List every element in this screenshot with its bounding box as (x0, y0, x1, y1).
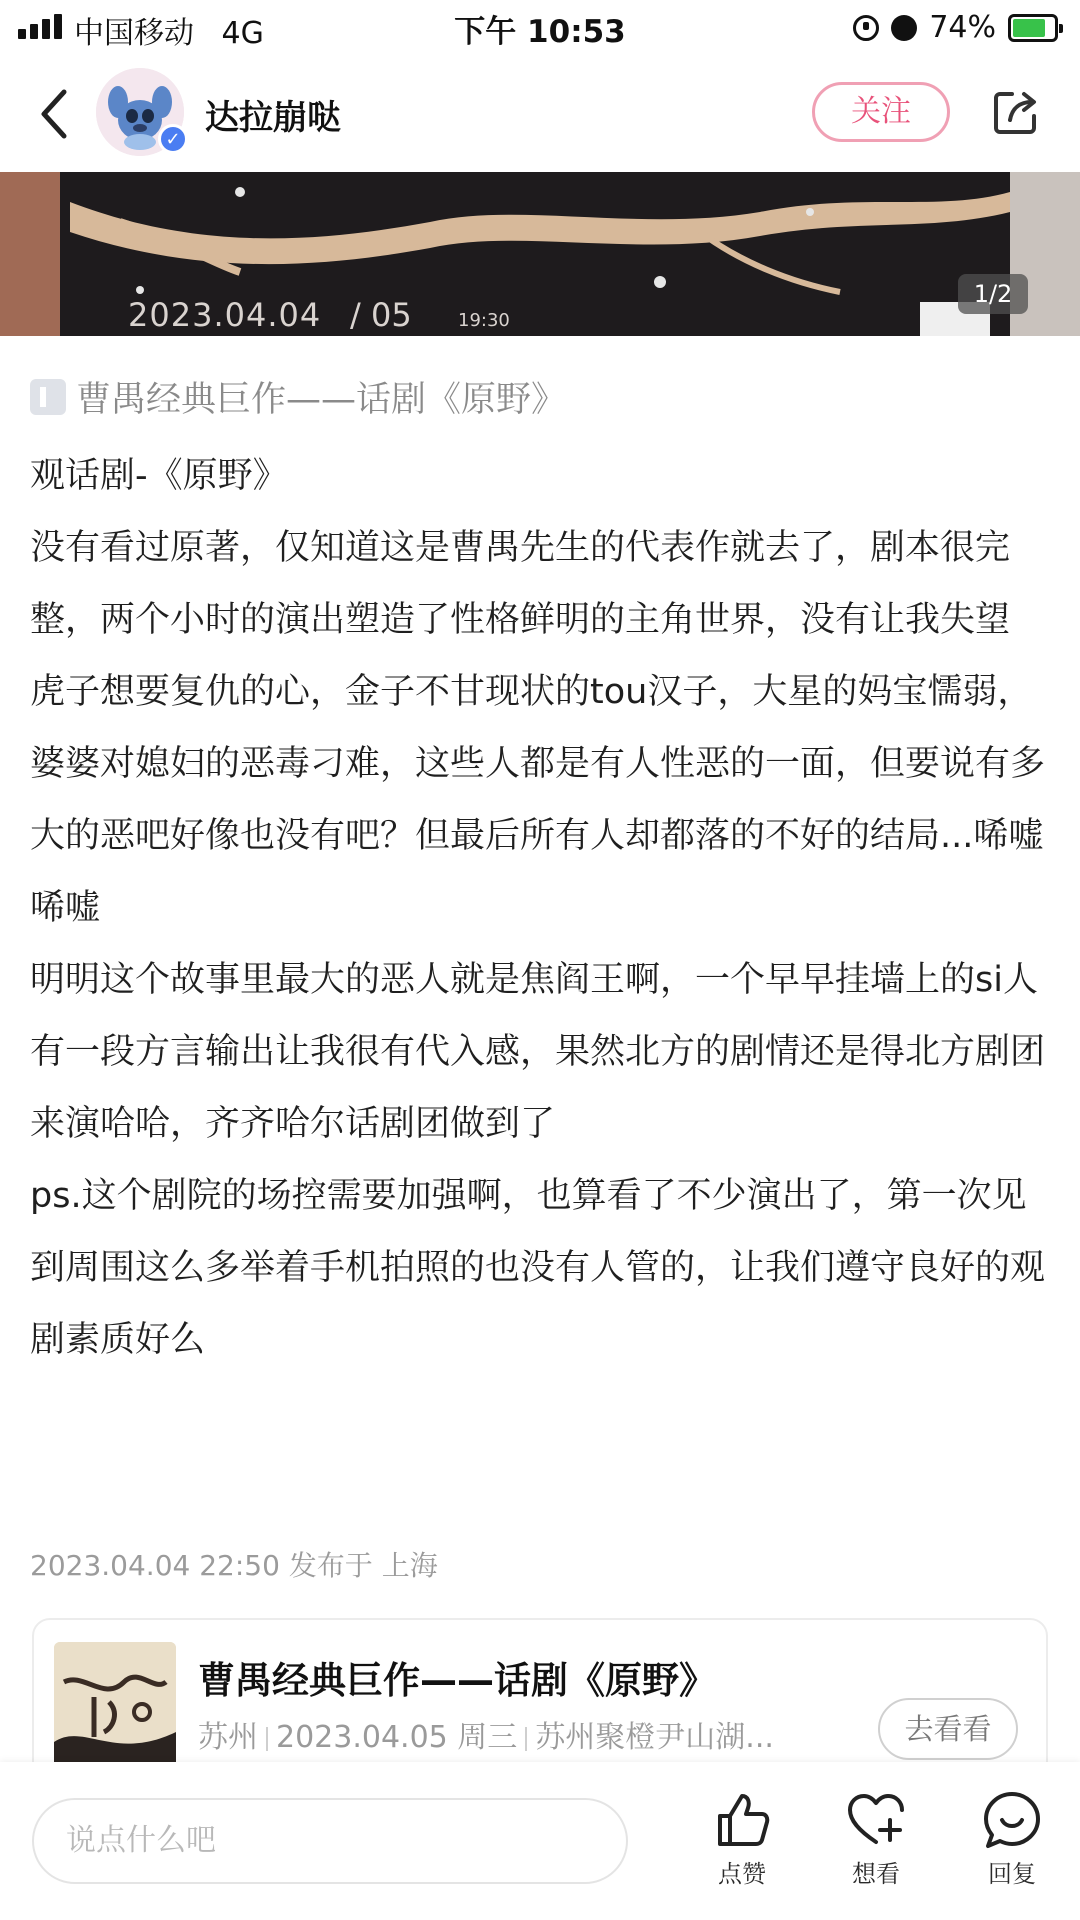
want-label: 想看 (852, 1860, 900, 1888)
thumbs-up-icon (712, 1790, 772, 1850)
event-venue: 苏州聚橙尹山湖... (535, 1720, 774, 1755)
event-date: 2023.04.05 周三 (276, 1720, 518, 1755)
clock: 下午 10:53 (454, 14, 626, 50)
ticket-icon (30, 379, 66, 415)
topic-tag[interactable] (30, 372, 566, 422)
reply-button[interactable] (962, 1790, 1062, 1889)
back-icon[interactable] (30, 84, 80, 144)
share-icon[interactable] (990, 86, 1042, 138)
alarm-icon (891, 15, 917, 41)
post-header (0, 56, 1080, 174)
post-paragraph: 没有看过原著，仅知道这是曹禺先生的代表作就去了，剧本很完整，两个小时的演出塑造了性格鲜明的主角世界，没有让我失望 (30, 528, 1011, 640)
carrier-name: 中国移动 (74, 16, 194, 51)
image-pager: 1/2 (958, 274, 1028, 314)
post-body (30, 440, 1060, 1376)
rotation-lock-icon (853, 15, 879, 41)
post-paragraph: 观话剧-《原野》 (30, 456, 288, 496)
post-paragraph: 有一段方言输出让我很有代入感，果然北方的剧情还是得北方剧团来演哈哈，齐齐哈尔话剧团做到了 (30, 1032, 1046, 1144)
go-see-button[interactable]: 去看看 (878, 1698, 1018, 1760)
post-image[interactable] (0, 172, 1080, 336)
avatar[interactable] (96, 68, 184, 156)
reply-bubble-icon (982, 1790, 1042, 1850)
post-meta: 2023.04.04 22:50 发布于 上海 (30, 1549, 438, 1582)
topic-tag-label: 曹禺经典巨作——话剧《原野》 (76, 380, 567, 420)
battery-percent: 74% (929, 10, 996, 45)
like-label: 点赞 (718, 1860, 766, 1888)
comment-input[interactable]: 说点什么吧 (32, 1798, 628, 1884)
follow-button[interactable]: 关注 (812, 82, 950, 142)
status-right (853, 10, 1058, 45)
want-button[interactable] (826, 1790, 926, 1889)
post-paragraph: 明明这个故事里最大的恶人就是焦阎王啊，一个早早挂墙上的si人 (30, 960, 1038, 1000)
status-bar (0, 0, 1080, 56)
verified-icon: ✓ (158, 124, 188, 154)
ticket-date: 2023.04.04 (128, 296, 322, 334)
post-paragraph: ps.这个剧院的场控需要加强啊，也算看了不少演出了，第一次见到周围这么多举着手机拍照的也没有人管的，让我们遵守良好的观剧素质好么 (30, 1176, 1046, 1360)
event-title: 曹禺经典巨作——话剧《原野》 (198, 1659, 716, 1702)
bottom-action-bar (0, 1762, 1080, 1920)
event-details (198, 1712, 774, 1756)
post-paragraph: 虎子想要复仇的心，金子不甘现状的tou汉子，大星的妈宝懦弱，婆婆对媳妇的恶毒刁难，这些人都是有人性恶的一面，但要说有多大的恶吧好像也没有吧？但最后所有人却都落的不好的结局...唏嘘唏嘘 (30, 672, 1046, 928)
heart-plus-icon (846, 1790, 906, 1850)
author-name[interactable]: 达拉崩哒 (205, 98, 341, 138)
ticket-time: 19:30 (458, 310, 510, 331)
like-button[interactable] (692, 1790, 792, 1889)
ticket-date-2: / 05 (350, 296, 412, 334)
reply-label: 回复 (988, 1860, 1036, 1888)
network-type: 4G (221, 16, 264, 51)
battery-icon (1008, 14, 1058, 42)
event-city: 苏州 (198, 1720, 258, 1755)
